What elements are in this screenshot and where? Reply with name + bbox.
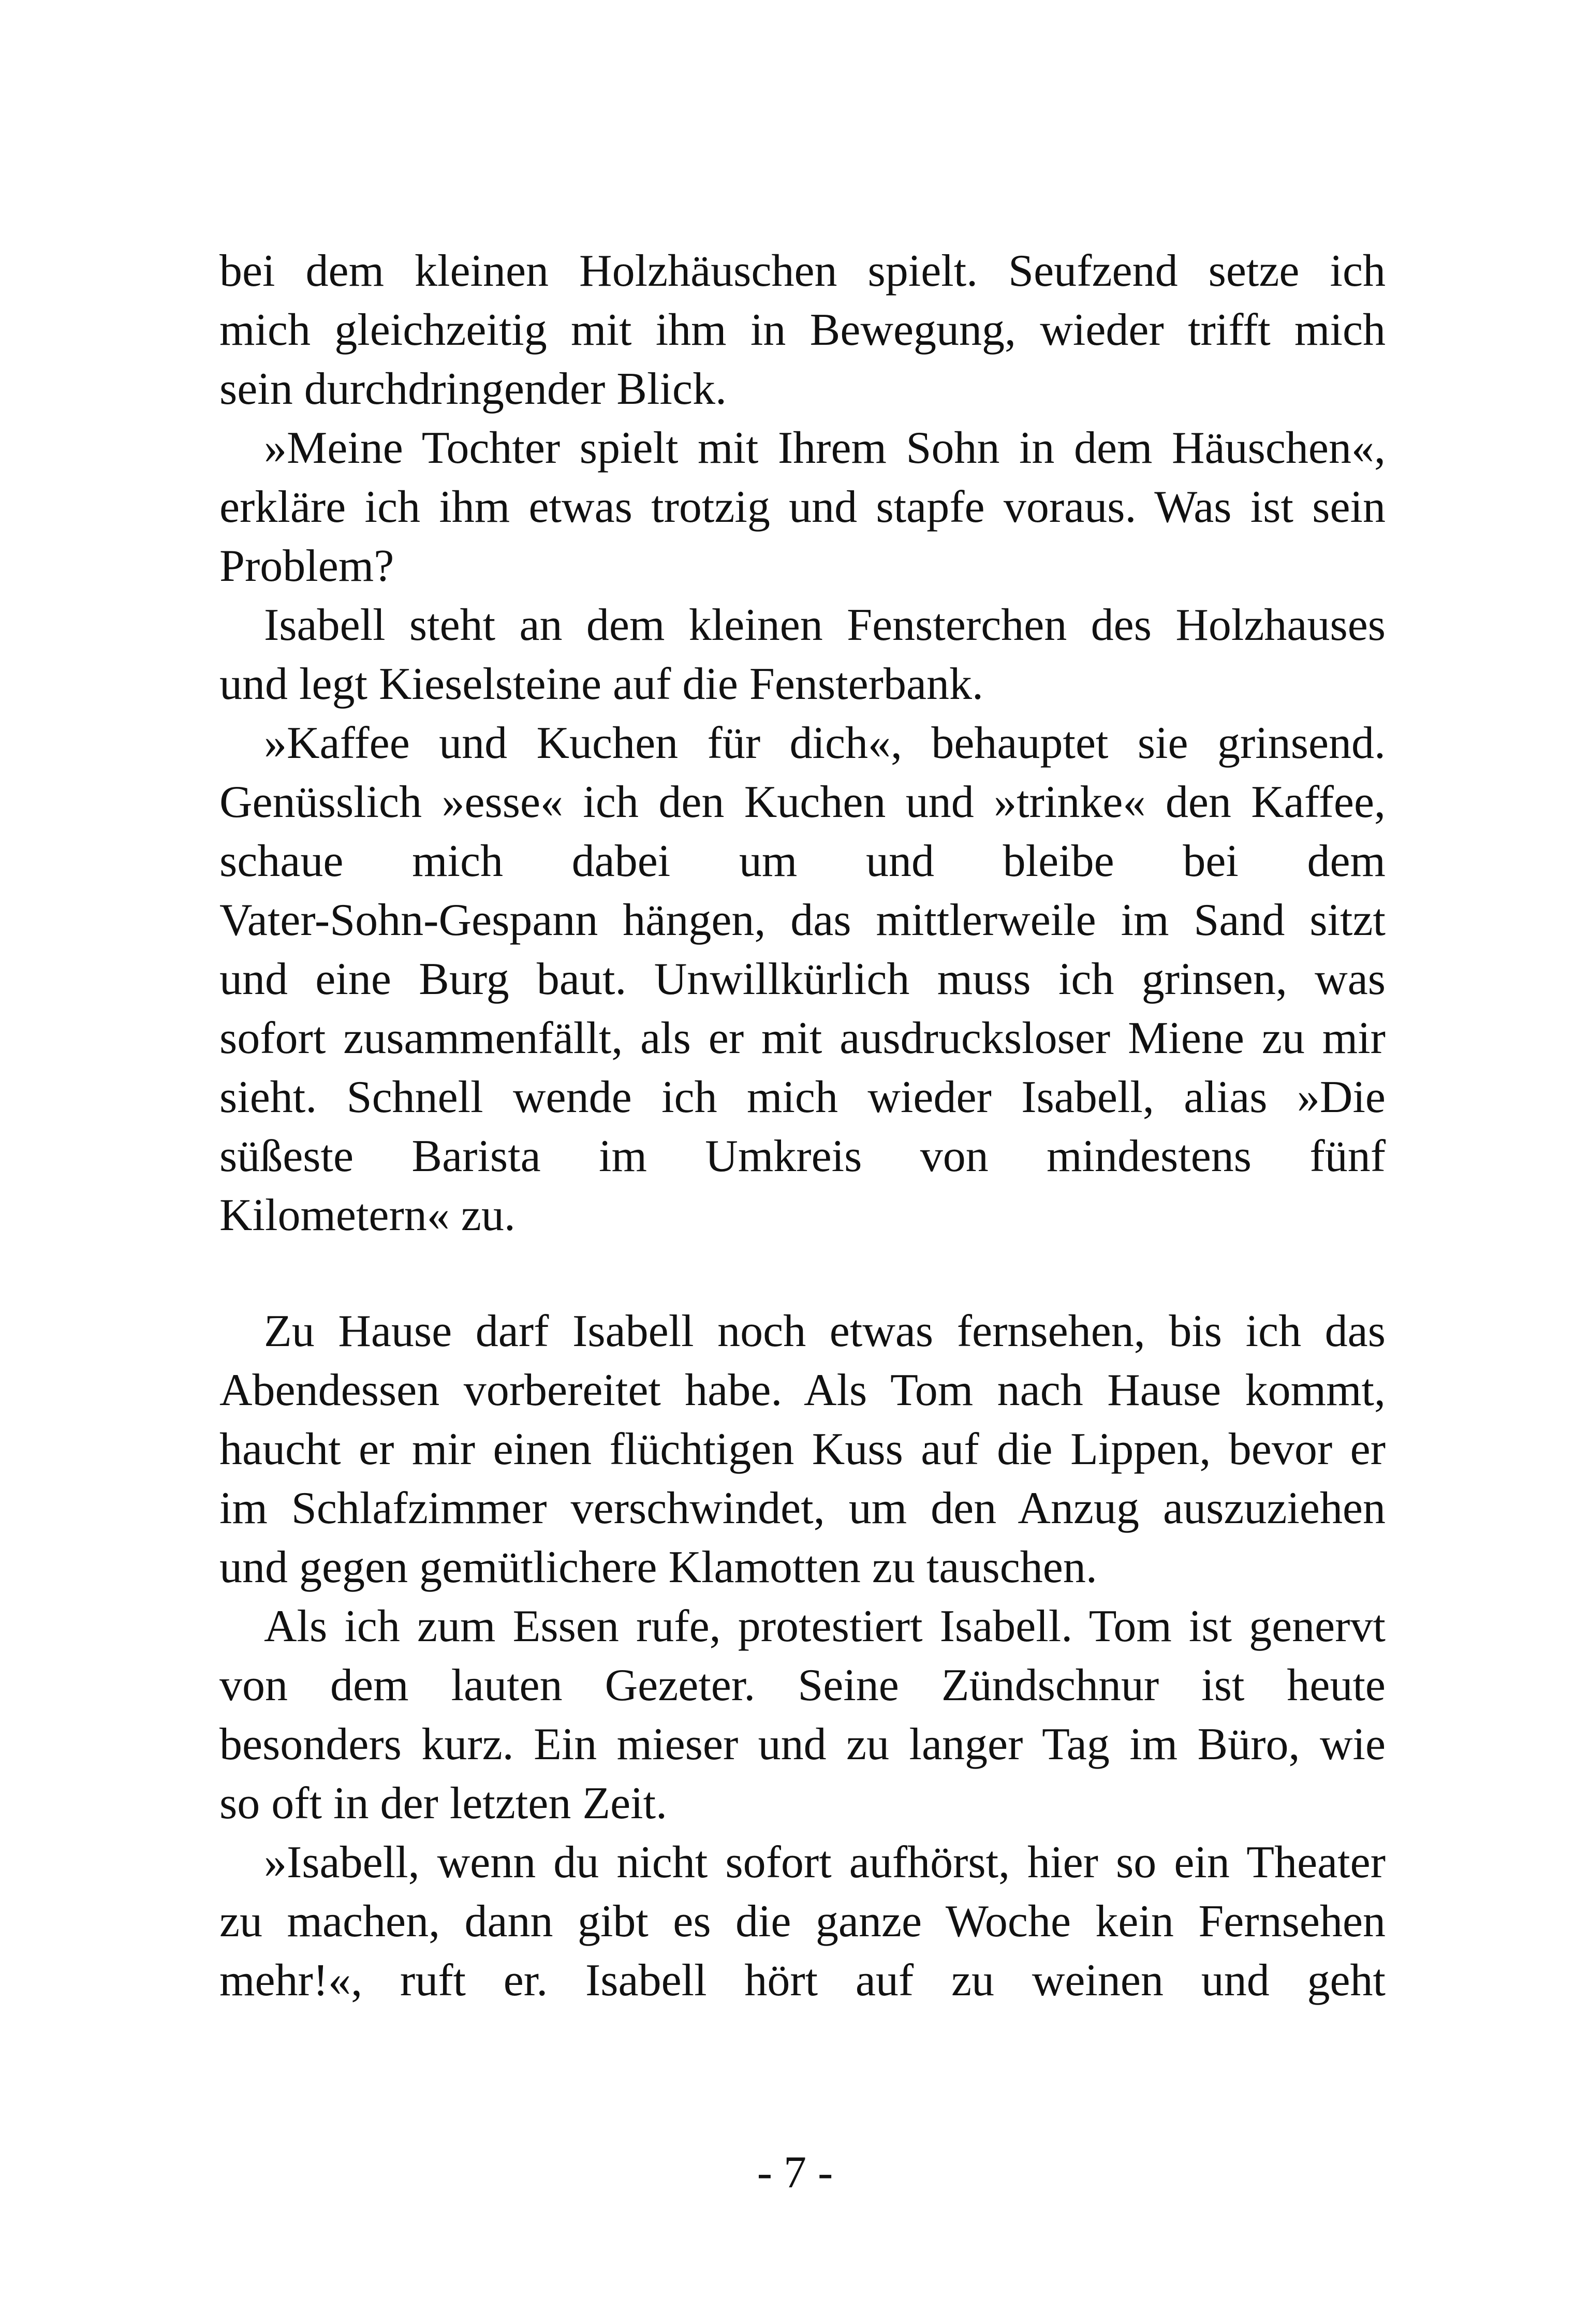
text-line: von dem lauten Gezeter. Seine Zündschnur ist heute (219, 1660, 1386, 1711)
text-line: erkläre ich ihm etwas trotzig und stapfe voraus. Was ist sein (219, 482, 1386, 532)
paragraph-7 (219, 1833, 1386, 2010)
paragraph-5 (219, 1302, 1386, 1597)
text-line: und gegen gemütlichere Klamotten zu tauschen. (219, 1542, 1097, 1592)
text-line: Problem? (219, 541, 394, 591)
text-line: Als ich zum Essen rufe, protestiert Isabell. Tom ist genervt (264, 1601, 1386, 1651)
text-line: mehr!«, ruft er. Isabell hört auf zu weinen und geht (219, 1955, 1386, 2006)
text-line: so oft in der letzten Zeit. (219, 1778, 668, 1829)
text-line: im Schlafzimmer verschwindet, um den Anzug auszuziehen (219, 1483, 1386, 1533)
text-line: Abendessen vorbereitet habe. Als Tom nach Hause kommt, (219, 1365, 1386, 1415)
text-line: Isabell steht an dem kleinen Fensterchen des Holzhauses (264, 600, 1386, 650)
text-line: mich gleichzeitig mit ihm in Bewegung, wieder trifft mich (219, 305, 1386, 355)
paragraph-1 (219, 242, 1386, 419)
text-line: besonders kurz. Ein mieser und zu langer Tag im Büro, wie (219, 1719, 1386, 1770)
page-number: - 7 - (757, 2147, 833, 2198)
text-line: süßeste Barista im Umkreis von mindestens fünf (219, 1131, 1386, 1181)
paragraph-6 (219, 1597, 1386, 1833)
text-block-2 (219, 1302, 1386, 2010)
paragraph-2 (219, 419, 1386, 596)
text-line: »Meine Tochter spielt mit Ihrem Sohn in dem Häuschen«, (264, 423, 1386, 473)
text-line: schaue mich dabei um und bleibe bei dem (219, 836, 1386, 886)
text-line: Zu Hause darf Isabell noch etwas fernsehen, bis ich das (264, 1306, 1386, 1356)
text-line: »Isabell, wenn du nicht sofort aufhörst, hier so ein Theater (264, 1837, 1386, 1888)
text-line: bei dem kleinen Holzhäuschen spielt. Seufzend setze ich (219, 246, 1386, 296)
paragraph-4 (219, 714, 1386, 1245)
text-line: sieht. Schnell wende ich mich wieder Isabell, alias »Die (219, 1072, 1386, 1122)
text-line: Genüsslich »esse« ich den Kuchen und »trinke« den Kaffee, (219, 777, 1386, 827)
text-line: zu machen, dann gibt es die ganze Woche kein Fernsehen (219, 1896, 1386, 1947)
text-line: Vater-Sohn-Gespann hängen, das mittlerweile im Sand sitzt (219, 895, 1386, 945)
text-line: und legt Kieselsteine auf die Fensterbank. (219, 659, 984, 709)
text-line: sein durchdringender Blick. (219, 364, 727, 414)
text-line: sofort zusammenfällt, als er mit ausdrucksloser Miene zu mir (219, 1013, 1386, 1063)
text-block-1 (219, 242, 1386, 1245)
paragraph-3 (219, 596, 1386, 714)
text-line: und eine Burg baut. Unwillkürlich muss ich grinsen, was (219, 954, 1386, 1004)
text-line: »Kaffee und Kuchen für dich«, behauptet sie grinsend. (264, 718, 1386, 768)
text-line: Kilometern« zu. (219, 1190, 516, 1240)
text-line: haucht er mir einen flüchtigen Kuss auf die Lippen, bevor er (219, 1424, 1386, 1474)
